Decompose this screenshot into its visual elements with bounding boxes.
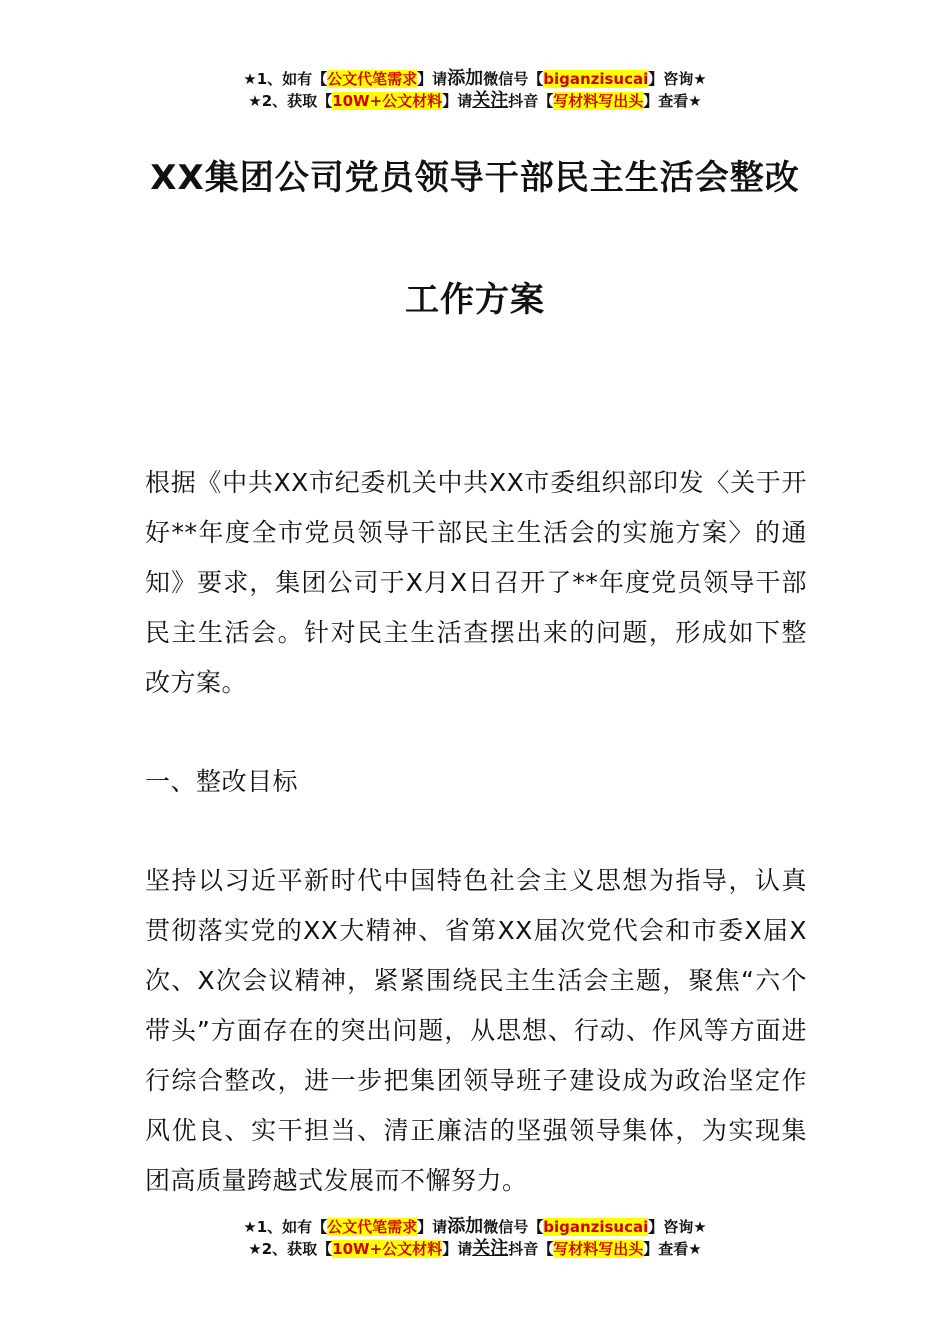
- top-ad-banner: [0, 68, 950, 112]
- document-title-line-2: 工作方案: [405, 280, 545, 320]
- ad-text: 】咨询★: [648, 70, 707, 88]
- ad-highlight: 写材料写出头: [553, 1240, 644, 1258]
- bottom-ad-banner: [0, 1216, 950, 1260]
- ad-highlight: biganzisucai: [543, 1218, 649, 1236]
- ad-line-1: [0, 68, 950, 90]
- ad-emphasis: 关注: [472, 90, 509, 111]
- ad-text: 】查看★: [643, 92, 702, 110]
- ad-text: 】请: [417, 1218, 448, 1236]
- ad-text: ★2、获取【: [248, 1240, 333, 1258]
- ad-text: 抖音【: [508, 92, 554, 110]
- document-title-line-1: XX集团公司党员领导干部民主生活会整改: [150, 158, 800, 198]
- section-heading: 一、整改目标: [145, 767, 299, 796]
- ad-highlight: 10W+公文材料: [332, 1240, 443, 1258]
- ad-text: 】请: [442, 1240, 473, 1258]
- ad-text: ★1、如有【: [243, 1218, 328, 1236]
- ad-text: 】查看★: [643, 1240, 702, 1258]
- ad-text: 】请: [442, 92, 473, 110]
- ad-emphasis: 添加: [447, 1216, 484, 1237]
- ad-text: 】咨询★: [648, 1218, 707, 1236]
- ad-text: 微信号【: [483, 70, 544, 88]
- goal-paragraph: 坚持以习近平新时代中国特色社会主义思想为指导，认真贯彻落实党的XX大精神、省第XX届次党代会和市委X届X次、X次会议精神，紧紧围绕民主生活会主题，聚焦“六个带头”方面存在的突出问题，从思想、行动、作风等方面进行综合整改，进一步把集团领导班子建设成为政治坚定作风优良、实干担当、清正廉洁的坚强领导集体，为实现集团高质量跨越式发展而不懈努力。: [145, 866, 807, 1195]
- ad-highlight: 公文代笔需求: [327, 70, 418, 88]
- ad-emphasis: 关注: [472, 1238, 509, 1259]
- ad-line-2: [0, 90, 950, 112]
- ad-highlight: 10W+公文材料: [332, 92, 443, 110]
- ad-highlight: 公文代笔需求: [327, 1218, 418, 1236]
- ad-text: ★2、获取【: [248, 92, 333, 110]
- intro-paragraph: 根据《中共XX市纪委机关中共XX市委组织部印发〈关于开好**年度全市党员领导干部民主生活会的实施方案〉的通知》要求，集团公司于X月X日召开了**年度党员领导干部民主生活会。针对民主生活查摆出来的问题，形成如下整改方案。: [145, 468, 807, 697]
- ad-highlight: biganzisucai: [543, 70, 649, 88]
- ad-text: 】请: [417, 70, 448, 88]
- ad-text: ★1、如有【: [243, 70, 328, 88]
- ad-emphasis: 添加: [447, 68, 484, 89]
- ad-text: 微信号【: [483, 1218, 544, 1236]
- ad-highlight: 写材料写出头: [553, 92, 644, 110]
- ad-line-1: [0, 1216, 950, 1238]
- ad-line-2: [0, 1238, 950, 1260]
- ad-text: 抖音【: [508, 1240, 554, 1258]
